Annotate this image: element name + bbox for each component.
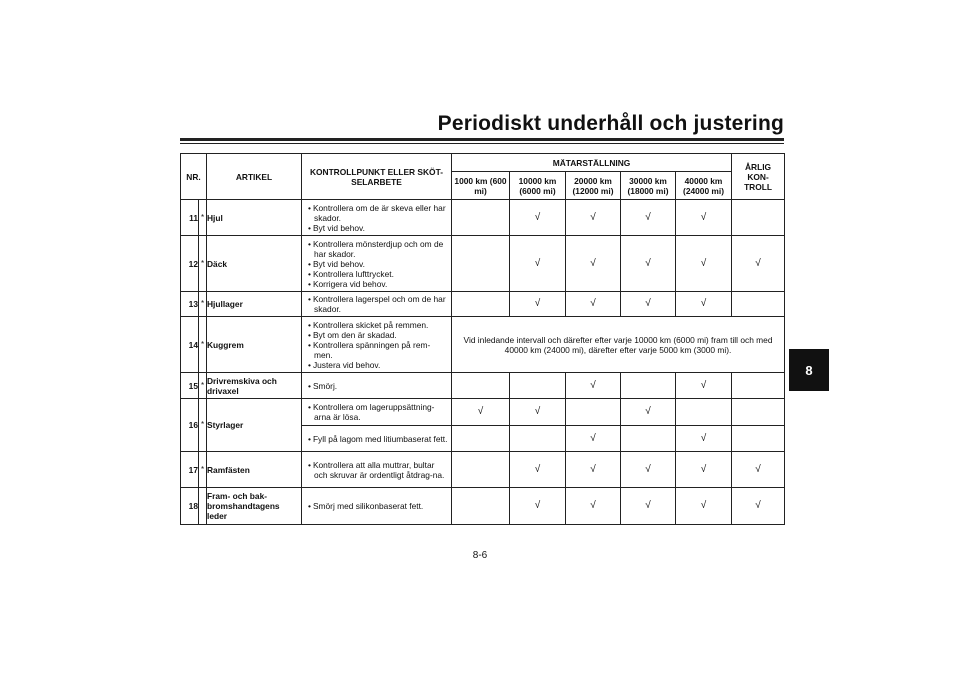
- check-cell: √: [732, 452, 785, 488]
- check-cell: √: [566, 452, 621, 488]
- check-cell: √: [676, 426, 732, 452]
- row-star: *: [199, 200, 207, 236]
- check-cell: √: [510, 488, 566, 525]
- header-interval: 20000 km (12000 mi): [566, 172, 621, 200]
- check-cell: [621, 426, 676, 452]
- table-row: [181, 373, 785, 399]
- row-number: 15: [181, 373, 199, 399]
- row-number: 16: [181, 399, 199, 452]
- table-row: [181, 452, 785, 488]
- check-cell: √: [676, 236, 732, 292]
- checkpoint-item: • Smörj.: [306, 381, 448, 391]
- table-row: [181, 488, 785, 525]
- row-article: Ramfästen: [207, 452, 302, 488]
- checkpoint-item: • Korrigera vid behov.: [306, 279, 448, 289]
- interval-note: Vid inledande intervall och därefter efter varje 10000 km (6000 mi) fram till och med 40000 km (24000 mi), därefter efter varje 5000 km (3000 mi).: [452, 317, 785, 373]
- row-checkpoint: [302, 236, 452, 292]
- checkpoint-item: • Kontrollera att alla muttrar, bultar och skruvar är ordentligt åtdrag-na.: [306, 460, 448, 480]
- check-cell: √: [732, 488, 785, 525]
- maintenance-table: [180, 153, 785, 525]
- check-cell: √: [621, 236, 676, 292]
- check-cell: √: [566, 236, 621, 292]
- check-cell: √: [621, 488, 676, 525]
- check-cell: [452, 236, 510, 292]
- table-row: [181, 200, 785, 236]
- checkpoint-item: • Kontrollera mönsterdjup och om de har skador.: [306, 239, 448, 259]
- table-row: [181, 317, 785, 373]
- check-cell: √: [621, 200, 676, 236]
- header-nr: NR.: [181, 154, 207, 200]
- chapter-tab: 8: [789, 349, 829, 391]
- row-article: Fram- och bak-bromshandtagens leder: [207, 488, 302, 525]
- check-cell: √: [566, 426, 621, 452]
- check-cell: √: [566, 200, 621, 236]
- title-rule-thin: [180, 143, 784, 144]
- checkpoint-item: • Kontrollera om de är skeva eller har skador.: [306, 203, 448, 223]
- check-cell: [452, 373, 510, 399]
- page-title: Periodiskt underhåll och justering: [437, 112, 784, 135]
- row-number: 17: [181, 452, 199, 488]
- row-checkpoint: [302, 426, 452, 452]
- row-article: Hjullager: [207, 292, 302, 317]
- check-cell: √: [676, 200, 732, 236]
- check-cell: [732, 373, 785, 399]
- row-checkpoint: [302, 200, 452, 236]
- header-interval: 10000 km (6000 mi): [510, 172, 566, 200]
- checkpoint-item: • Byt vid behov.: [306, 223, 448, 233]
- check-cell: √: [621, 292, 676, 317]
- checkpoint-item: • Smörj med silikonbaserat fett.: [306, 501, 448, 511]
- checkpoint-item: • Kontrollera lufttrycket.: [306, 269, 448, 279]
- row-number: 13: [181, 292, 199, 317]
- check-cell: [510, 426, 566, 452]
- check-cell: √: [510, 236, 566, 292]
- check-cell: [452, 292, 510, 317]
- checkpoint-item: • Kontrollera lagerspel och om de har skador.: [306, 294, 448, 314]
- checkpoint-item: • Kontrollera om lageruppsättning-arna är lösa.: [306, 402, 448, 422]
- header-interval: 30000 km (18000 mi): [621, 172, 676, 200]
- check-cell: √: [566, 373, 621, 399]
- title-rule-thick: [180, 138, 784, 141]
- check-cell: √: [510, 399, 566, 426]
- check-cell: [452, 200, 510, 236]
- check-cell: √: [621, 452, 676, 488]
- checkpoint-item: • Byt om den är skadad.: [306, 330, 448, 340]
- check-cell: [732, 426, 785, 452]
- row-checkpoint: [302, 452, 452, 488]
- check-cell: √: [732, 236, 785, 292]
- row-star: *: [199, 236, 207, 292]
- page-number: 8-6: [472, 550, 488, 561]
- checkpoint-item: • Kontrollera spänningen på rem-men.: [306, 340, 448, 360]
- row-star: *: [199, 452, 207, 488]
- row-star: [199, 488, 207, 525]
- row-star: *: [199, 399, 207, 452]
- row-article: Däck: [207, 236, 302, 292]
- row-star: *: [199, 317, 207, 373]
- header-row: [181, 154, 785, 172]
- check-cell: √: [676, 452, 732, 488]
- check-cell: √: [676, 292, 732, 317]
- row-checkpoint: [302, 292, 452, 317]
- check-cell: √: [510, 200, 566, 236]
- check-cell: [732, 200, 785, 236]
- checkpoint-item: • Byt vid behov.: [306, 259, 448, 269]
- row-checkpoint: [302, 373, 452, 399]
- checkpoint-item: • Fyll på lagom med litiumbaserat fett.: [306, 434, 448, 444]
- table-row: [181, 236, 785, 292]
- row-number: 18: [181, 488, 199, 525]
- check-cell: √: [510, 292, 566, 317]
- check-cell: [732, 292, 785, 317]
- row-checkpoint: [302, 399, 452, 426]
- check-cell: √: [676, 373, 732, 399]
- row-article: Styrlager: [207, 399, 302, 452]
- check-cell: √: [676, 488, 732, 525]
- row-number: 11: [181, 200, 199, 236]
- checkpoint-item: • Justera vid behov.: [306, 360, 448, 370]
- check-cell: √: [566, 488, 621, 525]
- check-cell: [566, 399, 621, 426]
- check-cell: √: [452, 399, 510, 426]
- table-row: [181, 292, 785, 317]
- row-number: 12: [181, 236, 199, 292]
- check-cell: [676, 399, 732, 426]
- check-cell: √: [621, 399, 676, 426]
- row-article: Kuggrem: [207, 317, 302, 373]
- row-checkpoint: [302, 488, 452, 525]
- row-article: Drivremskiva och drivaxel: [207, 373, 302, 399]
- check-cell: [452, 452, 510, 488]
- header-odometer: MÄTARSTÄLLNING: [452, 154, 732, 172]
- row-star: *: [199, 292, 207, 317]
- header-checkpoint: KONTROLLPUNKT ELLER SKÖT-SELARBETE: [302, 154, 452, 200]
- header-article: ARTIKEL: [207, 154, 302, 200]
- row-number: 14: [181, 317, 199, 373]
- row-checkpoint: [302, 317, 452, 373]
- checkpoint-item: • Kontrollera skicket på remmen.: [306, 320, 448, 330]
- header-interval: 40000 km (24000 mi): [676, 172, 732, 200]
- check-cell: √: [510, 452, 566, 488]
- check-cell: [452, 488, 510, 525]
- check-cell: √: [566, 292, 621, 317]
- check-cell: [621, 373, 676, 399]
- check-cell: [452, 426, 510, 452]
- check-cell: [510, 373, 566, 399]
- table-row: [181, 399, 785, 426]
- header-interval: 1000 km (600 mi): [452, 172, 510, 200]
- row-star: *: [199, 373, 207, 399]
- row-article: Hjul: [207, 200, 302, 236]
- check-cell: [732, 399, 785, 426]
- header-annual-check: ÅRLIG KON-TROLL: [732, 154, 785, 200]
